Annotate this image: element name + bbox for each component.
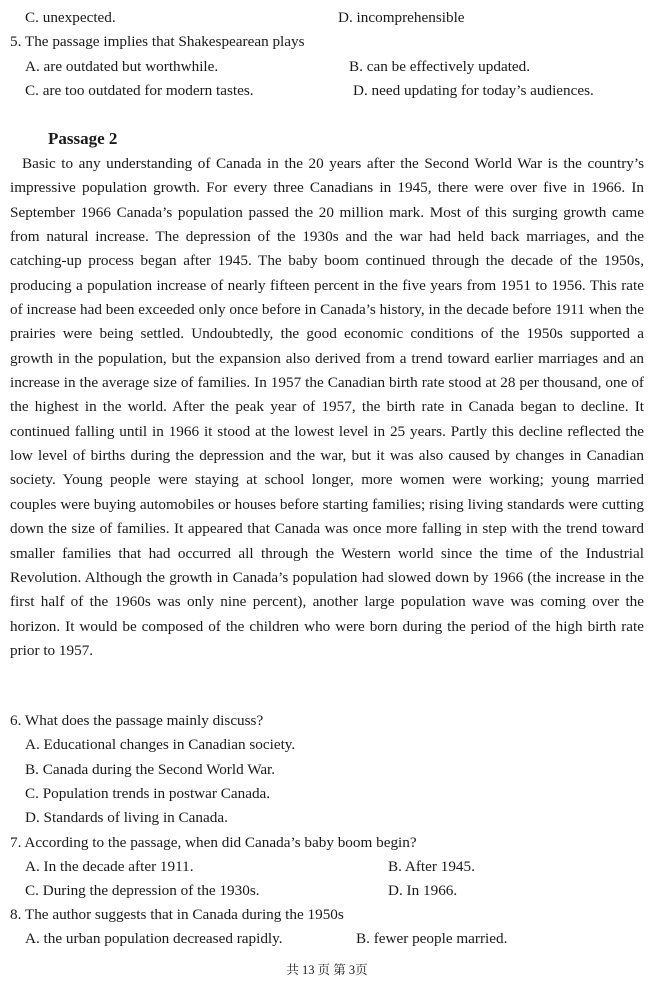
q6-option-b: B. Canada during the Second World War. — [25, 761, 276, 778]
q5-stem: 5. The passage implies that Shakespearean plays — [10, 33, 305, 50]
q5-option-a: A. are outdated but worthwhile. — [25, 58, 219, 75]
q6-option-a: A. Educational changes in Canadian society. — [25, 736, 296, 753]
q6-stem: 6. What does the passage mainly discuss? — [10, 712, 264, 729]
q7-option-a: A. In the decade after 1911. — [25, 858, 194, 875]
q8-option-a: A. the urban population decreased rapidly. — [25, 930, 283, 947]
passage-title: Passage 2 — [48, 129, 118, 148]
q5-option-d: D. need updating for today’s audiences. — [353, 82, 594, 99]
q7-option-c: C. During the depression of the 1930s. — [25, 882, 260, 899]
q6-option-c: C. Population trends in postwar Canada. — [25, 785, 271, 802]
q6-option-d: D. Standards of living in Canada. — [25, 809, 228, 826]
q4-option-c: C. unexpected. — [25, 9, 116, 26]
q7-stem: 7. According to the passage, when did Canada’s baby boom begin? — [10, 834, 417, 851]
q7-option-b: B. After 1945. — [388, 858, 475, 875]
q7-option-d: D. In 1966. — [388, 882, 458, 899]
q4-option-d: D. incomprehensible — [338, 9, 465, 26]
q8-stem: 8. The author suggests that in Canada during the 1950s — [10, 906, 344, 923]
page-footer: 共 13 页 第 3页 — [286, 963, 368, 977]
passage-body: Basic to any understanding of Canada in the 20 years after the Second World War is the country’s impressive population growth. For every three Canadians in 1945, there were over five in 1966. In September 1966 Canada’s population passed the 20 million mark. Most of this surging growth came from natural increase. The depression of the 1930s and the war had held back marriages, and the catching-up process began after 1945. The baby boom continued through the decade of the 1950s, producing a population increase of nearly fifteen percent in the five years from 1951 to 1956. This rate of increase had been exceeded only once before in Canada’s history, in the decade before 1911 when the prairies were being settled. Undoubtedly, the good economic conditions of the 1950s supported a growth in the population, but the expansion also derived from a trend toward earlier marriages and an increase in the average size of families. In 1957 the Canadian birth rate stood at 28 per thousand, one of the highest in the world. After the peak year of 1957, the birth rate in Canada began to decline. It continued falling until in 1966 it stood at the lowest level in 25 years. Partly this decline reflected the low level of births during the depression and the war, but it was also caused by changes in Canadian society. Young people were staying at school longer, more women were working; young married couples were buying automobiles or houses before starting families; rising living standards were cutting down the size of families. It appeared that Canada was once more falling in step with the trend toward smaller families that had occurred all through the Western world since the time of the Industrial Revolution. Although the growth in Canada’s population had slowed down by 1966 (the increase in the first half of the 1960s was only nine percent), another large population wave was coming over the horizon. It would be composed of the children who were born during the period of the high birth rate prior to 1957. — [10, 155, 644, 659]
q5-option-b: B. can be effectively updated. — [349, 58, 531, 75]
q5-option-c: C. are too outdated for modern tastes. — [25, 82, 254, 99]
q8-option-b: B. fewer people married. — [356, 930, 508, 947]
